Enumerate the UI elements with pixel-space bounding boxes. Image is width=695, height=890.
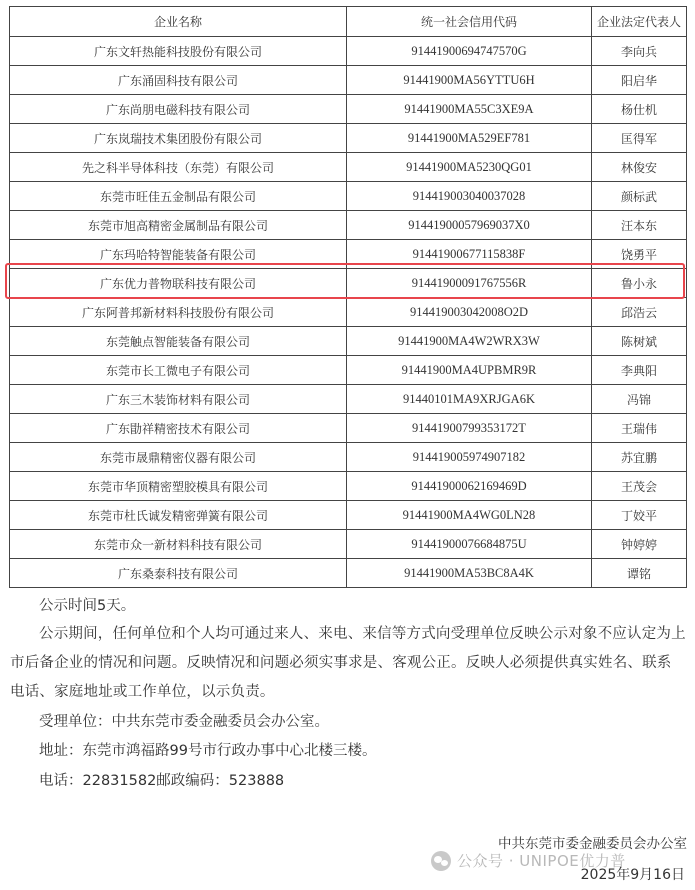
- credit-code-cell: 91441900MA4W2WRX3W: [347, 327, 592, 356]
- table-row: [10, 37, 687, 66]
- legal-rep-cell: 阳启华: [592, 66, 687, 95]
- credit-code-cell: 91441900MA529EF781: [347, 124, 592, 153]
- company-name-cell: 东莞市长工微电子有限公司: [10, 356, 347, 385]
- legal-rep-cell: 饶勇平: [592, 240, 687, 269]
- legal-rep-cell: 钟婷婷: [592, 530, 687, 559]
- credit-code-cell: 91441900MA56YTTU6H: [347, 66, 592, 95]
- table-row: [10, 385, 687, 414]
- company-name-cell: 广东文轩热能科技股份有限公司: [10, 37, 347, 66]
- company-name-cell: 广东桑泰科技有限公司: [10, 559, 347, 588]
- notice-body: 公示期间，任何单位和个人均可通过来人、来电、来信等方式向受理单位反映公示对象不应认定为上市后备企业的情况和问题。反映情况和问题必须实事求是、客观公正。反映人必须提供真实姓名、联系电话、家庭地址或工作单位，以示负责。: [10, 626, 686, 700]
- table-row: [10, 414, 687, 443]
- table-row: [10, 559, 687, 588]
- notice-date: 2025年9月16日: [580, 867, 685, 883]
- legal-rep-cell: 杨仕机: [592, 95, 687, 124]
- legal-rep-cell: 冯锦: [592, 385, 687, 414]
- credit-code-cell: 91441900799353172T: [347, 414, 592, 443]
- company-name-cell: 东莞市众一新材料科技有限公司: [10, 530, 347, 559]
- table-header-row: [10, 7, 687, 37]
- company-name-cell: 东莞市杜氏诚发精密弹簧有限公司: [10, 501, 347, 530]
- legal-rep-cell: 谭铭: [592, 559, 687, 588]
- table-row: [10, 298, 687, 327]
- table-row: [10, 356, 687, 385]
- legal-rep-cell: 鲁小永: [592, 269, 687, 298]
- table-row: [10, 443, 687, 472]
- table-row: [10, 269, 687, 298]
- company-name-cell: 广东玛哈特智能装备有限公司: [10, 240, 347, 269]
- table-row: [10, 240, 687, 269]
- company-name-cell: 广东勖祥精密技术有限公司: [10, 414, 347, 443]
- company-name-cell: 广东岚瑞技术集团股份有限公司: [10, 124, 347, 153]
- credit-code-cell: 91440101MA9XRJGA6K: [347, 385, 592, 414]
- credit-code-cell: 91441900677115838F: [347, 240, 592, 269]
- watermark-text: 公众号 · UNIPOE优力普: [457, 852, 626, 870]
- legal-rep-cell: 王瑞伟: [592, 414, 687, 443]
- company-name-cell: 东莞市晟鼎精密仪器有限公司: [10, 443, 347, 472]
- notice-phone: 电话：22831582邮政编码：523888: [39, 773, 285, 789]
- table-row: [10, 211, 687, 240]
- credit-code-cell: 91441900MA4UPBMR9R: [347, 356, 592, 385]
- signature: 中共东莞市委金融委员会办公室: [498, 836, 687, 852]
- company-name-cell: 东莞市华顶精密塑胶模具有限公司: [10, 472, 347, 501]
- legal-rep-cell: 邱浩云: [592, 298, 687, 327]
- legal-rep-cell: 丁姣平: [592, 501, 687, 530]
- table-row: [10, 327, 687, 356]
- legal-rep-cell: 李典阳: [592, 356, 687, 385]
- company-name-cell: 东莞市旺佳五金制品有限公司: [10, 182, 347, 211]
- credit-code-cell: 91441900076684875U: [347, 530, 592, 559]
- company-name-cell: 东莞触点智能装备有限公司: [10, 327, 347, 356]
- credit-code-cell: 91441900694747570G: [347, 37, 592, 66]
- company-name-cell: 先之科半导体科技（东莞）有限公司: [10, 153, 347, 182]
- table-row: [10, 66, 687, 95]
- legal-rep-cell: 林俊安: [592, 153, 687, 182]
- company-name-cell: 广东三木装饰材料有限公司: [10, 385, 347, 414]
- table-row: [10, 124, 687, 153]
- legal-rep-cell: 王茂会: [592, 472, 687, 501]
- header-legal-rep: 企业法定代表人: [592, 7, 687, 37]
- credit-code-cell: 91441900062169469D: [347, 472, 592, 501]
- credit-code-cell: 91441900597490718​2: [347, 443, 592, 472]
- table-row: [10, 530, 687, 559]
- credit-code-cell: 91441900MA55C3XE9A: [347, 95, 592, 124]
- notice-unit: 受理单位：中共东莞市委金融委员会办公室。: [39, 714, 329, 730]
- table-row: [10, 95, 687, 124]
- company-name-cell: 广东阿普邦新材料科技股份有限公司: [10, 298, 347, 327]
- legal-rep-cell: 颜标武: [592, 182, 687, 211]
- header-credit-code: 统一社会信用代码: [347, 7, 592, 37]
- credit-code-cell: 914419003042008O2D: [347, 298, 592, 327]
- credit-code-cell: 91441900057969037X0: [347, 211, 592, 240]
- credit-code-cell: 91441900091767556R: [347, 269, 592, 298]
- legal-rep-cell: 李向兵: [592, 37, 687, 66]
- table-row: [10, 182, 687, 211]
- company-name-cell: 广东尚朋电磁科技有限公司: [10, 95, 347, 124]
- notice-period: 公示时间5天。: [39, 598, 136, 614]
- credit-code-cell: 91441900MA4WG0LN28: [347, 501, 592, 530]
- legal-rep-cell: 汪本东: [592, 211, 687, 240]
- wechat-icon: [431, 851, 451, 871]
- company-name-cell: 广东涌固科技有限公司: [10, 66, 347, 95]
- credit-code-cell: 91441900MA5230QG01: [347, 153, 592, 182]
- company-name-cell: 东莞市旭高精密金属制品有限公司: [10, 211, 347, 240]
- header-company-name: 企业名称: [10, 7, 347, 37]
- credit-code-cell: 914419003040037028: [347, 182, 592, 211]
- legal-rep-cell: 陈树斌: [592, 327, 687, 356]
- table-row: [10, 501, 687, 530]
- credit-code-cell: 91441900MA53BC8A4K: [347, 559, 592, 588]
- table-row: [10, 472, 687, 501]
- table-row: [10, 153, 687, 182]
- notice-address: 地址：东莞市鸿福路99号市行政办事中心北楼三楼。: [39, 743, 377, 759]
- company-name-cell: 广东优力普物联科技有限公司: [10, 269, 347, 298]
- enterprise-table: [9, 6, 687, 588]
- legal-rep-cell: 匡得军: [592, 124, 687, 153]
- legal-rep-cell: 苏宜鹏: [592, 443, 687, 472]
